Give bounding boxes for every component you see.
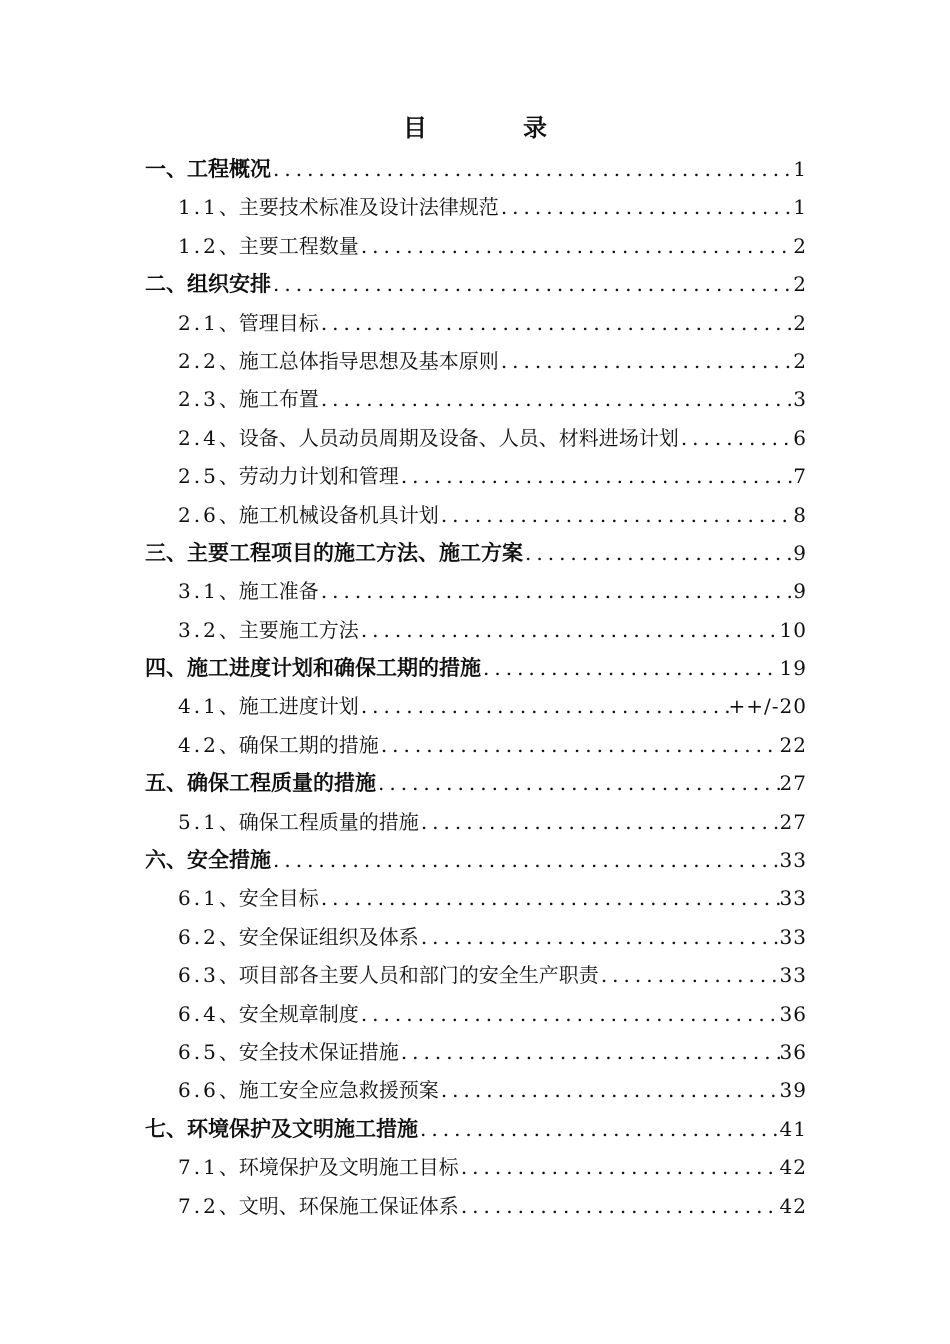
toc-dot-leader [271,265,793,303]
toc-page-number: 33 [779,924,807,949]
toc-dot-leader [359,687,729,725]
toc-entry-label [178,611,359,649]
toc-section-entry[interactable] [145,265,807,303]
toc-entry-label: 七、环境保护及文明施工措施 [145,1116,418,1141]
toc-dot-leader [379,726,780,764]
toc-section-entry[interactable] [145,1110,807,1148]
toc-entry-number: 2.1 [178,310,219,335]
toc-dot-leader [679,419,793,457]
toc-page-number: 1 [793,195,807,220]
toc-entry-number: 6.2 [178,924,219,949]
toc-page-number: 42 [779,1193,807,1218]
toc-entry-text: 、文明、环保施工保证体系 [218,1193,459,1218]
toc-entry-number: 7.2 [178,1193,219,1218]
toc-subsection-entry[interactable] [145,304,807,342]
toc-entry-label [178,419,679,457]
toc-page-number: 2 [793,348,807,373]
toc-entry-text: 、施工总体指导思想及基本原则 [218,348,499,373]
toc-subsection-entry[interactable] [145,1187,807,1225]
toc-page-number: 9 [793,579,807,604]
toc-dot-leader [459,1148,780,1186]
toc-entry-label [178,496,439,534]
toc-page-number: 8 [793,502,807,527]
toc-entry-number: 6.1 [178,886,219,911]
toc-entry-label [178,1033,399,1071]
toc-entry-label: 六、安全措施 [145,848,271,873]
toc-entry-number: 7.1 [178,1155,219,1180]
toc-dot-leader [319,304,793,342]
toc-entry-text: 、主要工程数量 [218,233,359,258]
toc-dot-leader [419,803,780,841]
toc-entry-number: 3.2 [178,617,219,642]
toc-entry-number: 1.1 [178,195,219,220]
toc-entry-text: 、安全目标 [218,886,319,911]
toc-dot-leader [439,496,793,534]
toc-section-entry[interactable] [145,534,807,572]
toc-dot-leader [439,1071,780,1109]
toc-entry-number: 1.2 [178,233,219,258]
toc-page-number: 3 [793,387,807,412]
toc-entry-label [178,188,499,226]
toc-entry-text: 、安全保证组织及体系 [218,924,419,949]
toc-entry-label: 三、主要工程项目的施工方法、施工方案 [145,540,523,565]
toc-subsection-entry[interactable] [145,342,807,380]
toc-entry-label [178,227,359,265]
toc-dot-leader [523,534,793,572]
toc-entry-label [178,380,319,418]
toc-page-number: 36 [779,1001,807,1026]
toc-dot-leader [376,764,780,802]
toc-page-number: 22 [779,732,807,757]
toc-entry-label [178,304,319,342]
toc-dot-leader [319,572,793,610]
toc-subsection-entry[interactable] [145,956,807,994]
toc-entry-number: 6.4 [178,1001,219,1026]
toc-dot-leader [499,342,793,380]
toc-page-number: 39 [779,1078,807,1103]
toc-entry-text: 、项目部各主要人员和部门的安全生产职责 [218,963,599,988]
toc-dot-leader [418,1110,780,1148]
toc-section-entry[interactable] [145,150,807,188]
toc-entry-number: 4.2 [178,732,219,757]
toc-subsection-entry[interactable] [145,803,807,841]
toc-entry-label [178,1187,459,1225]
toc-entry-text: 、施工准备 [218,579,319,604]
toc-section-entry[interactable] [145,764,807,802]
toc-entry-text: 、安全规章制度 [218,1001,359,1026]
toc-dot-leader [271,150,793,188]
toc-subsection-entry[interactable] [145,918,807,956]
toc-entry-text: 、施工安全应急救援预案 [218,1078,439,1103]
toc-page-number: 41 [779,1116,807,1141]
toc-entry-text: 、施工进度计划 [218,694,359,719]
toc-page-number: 6 [793,425,807,450]
toc-entry-label: 五、确保工程质量的措施 [145,771,376,796]
toc-entry-number: 2.4 [178,425,219,450]
toc-page-number: 33 [779,886,807,911]
toc-entry-number: 6.5 [178,1039,219,1064]
toc-subsection-entry[interactable] [145,1148,807,1186]
toc-entry-number: 6.3 [178,963,219,988]
toc-subsection-entry[interactable] [145,380,807,418]
toc-entry-label [178,342,499,380]
toc-subsection-entry[interactable] [145,995,807,1033]
toc-page-number: 10 [779,617,807,642]
toc-page-number: 2 [793,310,807,335]
toc-page-number: 7 [793,464,807,489]
toc-dot-leader [359,995,780,1033]
toc-subsection-entry[interactable] [145,227,807,265]
toc-dot-leader [419,918,780,956]
toc-page-number: 27 [779,771,807,796]
toc-entry-label [178,572,319,610]
toc-page-number: 19 [779,656,807,681]
toc-entry-label [178,803,419,841]
toc-entry-label [178,995,359,1033]
toc-subsection-entry[interactable] [145,457,807,495]
toc-subsection-entry[interactable] [145,879,807,917]
toc-entry-number: 5.1 [178,809,219,834]
toc-entry-label: 四、施工进度计划和确保工期的措施 [145,656,481,681]
toc-entry-text: 、施工布置 [218,387,319,412]
toc-subsection-entry[interactable] [145,419,807,457]
toc-entry-number: 2.6 [178,502,219,527]
toc-entry-text: 、安全技术保证措施 [218,1039,399,1064]
toc-subsection-entry[interactable] [145,1071,807,1109]
toc-page-number: 33 [779,963,807,988]
toc-entry-label [178,1071,439,1109]
toc-subsection-entry[interactable] [145,687,807,725]
toc-page-number: 9 [793,540,807,565]
toc-entry-text: 、主要技术标准及设计法律规范 [218,195,499,220]
toc-subsection-entry[interactable] [145,572,807,610]
toc-dot-leader [319,380,793,418]
toc-subsection-entry[interactable] [145,611,807,649]
toc-subsection-entry[interactable] [145,1033,807,1071]
toc-page-number: 33 [779,848,807,873]
toc-entry-text: 、施工机械设备机具计划 [218,502,439,527]
toc-entry-label [178,918,419,956]
toc-entry-number: 2.3 [178,387,219,412]
toc-section-entry[interactable] [145,841,807,879]
toc-dot-leader [399,457,793,495]
toc-entry-text: 、管理目标 [218,310,319,335]
toc-entry-number: 6.6 [178,1078,219,1103]
toc-page-number: 2 [793,233,807,258]
toc-dot-leader [271,841,780,879]
toc-dot-leader [319,879,780,917]
toc-dot-leader [499,188,793,226]
toc-entry-label [178,726,379,764]
toc-dot-leader [359,227,793,265]
toc-entry-text: 、确保工期的措施 [218,732,379,757]
toc-page-number: 27 [779,809,807,834]
toc-subsection-entry[interactable] [145,496,807,534]
toc-dot-leader [459,1187,780,1225]
toc-section-entry[interactable] [145,649,807,687]
toc-page-number: 36 [779,1039,807,1064]
toc-entry-label: 一、工程概况 [145,157,271,181]
toc-entry-text: 、设备、人员动员周期及设备、人员、材料进场计划 [218,425,679,450]
toc-entry-text: 、劳动力计划和管理 [218,464,399,489]
toc-page-number: 42 [779,1155,807,1180]
toc-entry-text: 、主要施工方法 [218,617,359,642]
toc-entry-text: 、确保工程质量的措施 [218,809,419,834]
toc-subsection-entry[interactable] [145,188,807,226]
page-title: 目 录 [403,113,583,142]
toc-page-number: ++/-20 [728,694,807,719]
toc-subsection-entry[interactable] [145,726,807,764]
toc-entry-text: 、环境保护及文明施工目标 [218,1155,459,1180]
toc-entry-number: 3.1 [178,579,219,604]
toc-entry-label [178,879,319,917]
toc-entry-label [178,457,399,495]
toc-entry-label [178,956,599,994]
toc-page-number: 1 [793,157,807,181]
toc-page-number: 2 [793,272,807,297]
toc-dot-leader [599,956,780,994]
toc-entry-label: 二、组织安排 [145,272,271,297]
toc-entry-number: 4.1 [178,694,219,719]
toc-list [145,150,807,1225]
toc-dot-leader [359,611,780,649]
toc-entry-label [178,1148,459,1186]
toc-entry-label [178,687,359,725]
toc-dot-leader [399,1033,780,1071]
toc-dot-leader [481,649,780,687]
toc-entry-number: 2.2 [178,348,219,373]
toc-entry-number: 2.5 [178,464,219,489]
